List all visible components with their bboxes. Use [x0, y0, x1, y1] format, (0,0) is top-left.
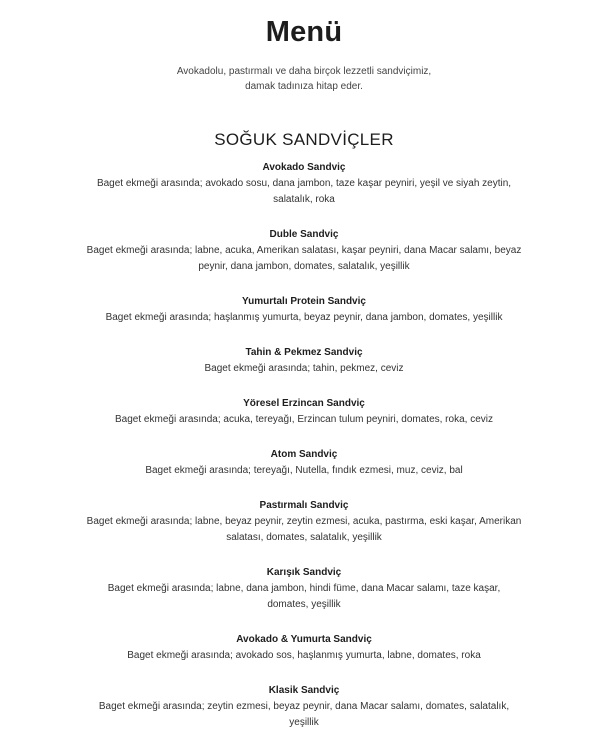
- section-title: SOĞUK SANDVİÇLER: [214, 130, 394, 149]
- menu-item-description: Baget ekmeği arasında; haşlanmış yumurta, beyaz peynir, dana jambon, domates, yeşillik: [105, 312, 503, 323]
- menu-item: [86, 294, 522, 326]
- menu-item-name: Yumurtalı Protein Sandviç: [242, 296, 366, 307]
- menu-item-description: Baget ekmeği arasında; avokado sos, haşlanmış yumurta, labne, domates, roka: [127, 650, 481, 661]
- menu-item-description: Baget ekmeği arasında; tahin, pekmez, ceviz: [204, 363, 404, 374]
- menu-item-description: Baget ekmeği arasında; avokado sosu, dana jambon, taze kaşar peyniri, yeşil ve siyah zeytin, salatalık, roka: [96, 178, 512, 205]
- menu-item-name: Duble Sandviç: [269, 229, 339, 240]
- menu-item-name: Avokado & Yumurta Sandviç: [236, 634, 372, 645]
- menu-item-description: Baget ekmeği arasında; tereyağı, Nutella, fındık ezmesi, muz, ceviz, bal: [145, 465, 463, 476]
- menu-item: [86, 396, 522, 428]
- menu-intro: Avokadolu, pastırmalı ve daha birçok lezzetli sandviçimiz, damak tadınıza hitap eder.: [176, 66, 432, 92]
- menu-item-description: Baget ekmeği arasında; labne, beyaz peynir, zeytin ezmesi, acuka, pastırma, eski kaşar, Amerikan salatası, domates, salatalık, yeşillik: [86, 516, 522, 543]
- menu-item: [86, 498, 522, 546]
- menu-item-name: Atom Sandviç: [270, 449, 338, 460]
- menu-item-name: Yöresel Erzincan Sandviç: [243, 398, 365, 409]
- menu-item: [86, 447, 522, 479]
- page-title: Menü: [265, 16, 343, 48]
- menu-item-name: Avokado Sandviç: [262, 162, 346, 173]
- menu-item-description: Baget ekmeği arasında; acuka, tereyağı, Erzincan tulum peyniri, domates, roka, ceviz: [115, 414, 493, 425]
- menu-item-list: [86, 160, 522, 750]
- menu-item-description: Baget ekmeği arasında; zeytin ezmesi, beyaz peynir, dana Macar salamı, domates, salatalık, yeşillik: [98, 701, 510, 728]
- menu-item: [86, 227, 522, 275]
- menu-item: [86, 345, 522, 377]
- menu-item: [86, 683, 522, 731]
- menu-item: [86, 565, 522, 613]
- menu-item: [86, 160, 522, 208]
- menu-item-name: Pastırmalı Sandviç: [259, 500, 349, 511]
- menu-item-description: Baget ekmeği arasında; labne, acuka, Amerikan salatası, kaşar peyniri, dana Macar salamı, beyaz peynir, dana jambon, domates, salatalık, yeşillik: [86, 245, 522, 272]
- menu-item-name: Tahin & Pekmez Sandviç: [245, 347, 363, 358]
- menu-item-name: Klasik Sandviç: [268, 685, 340, 696]
- menu-item-name: Karışık Sandviç: [266, 567, 342, 578]
- menu-item: [86, 632, 522, 664]
- menu-item-description: Baget ekmeği arasında; labne, dana jambon, hindi füme, dana Macar salamı, taze kaşar, domates, yeşillik: [107, 583, 501, 610]
